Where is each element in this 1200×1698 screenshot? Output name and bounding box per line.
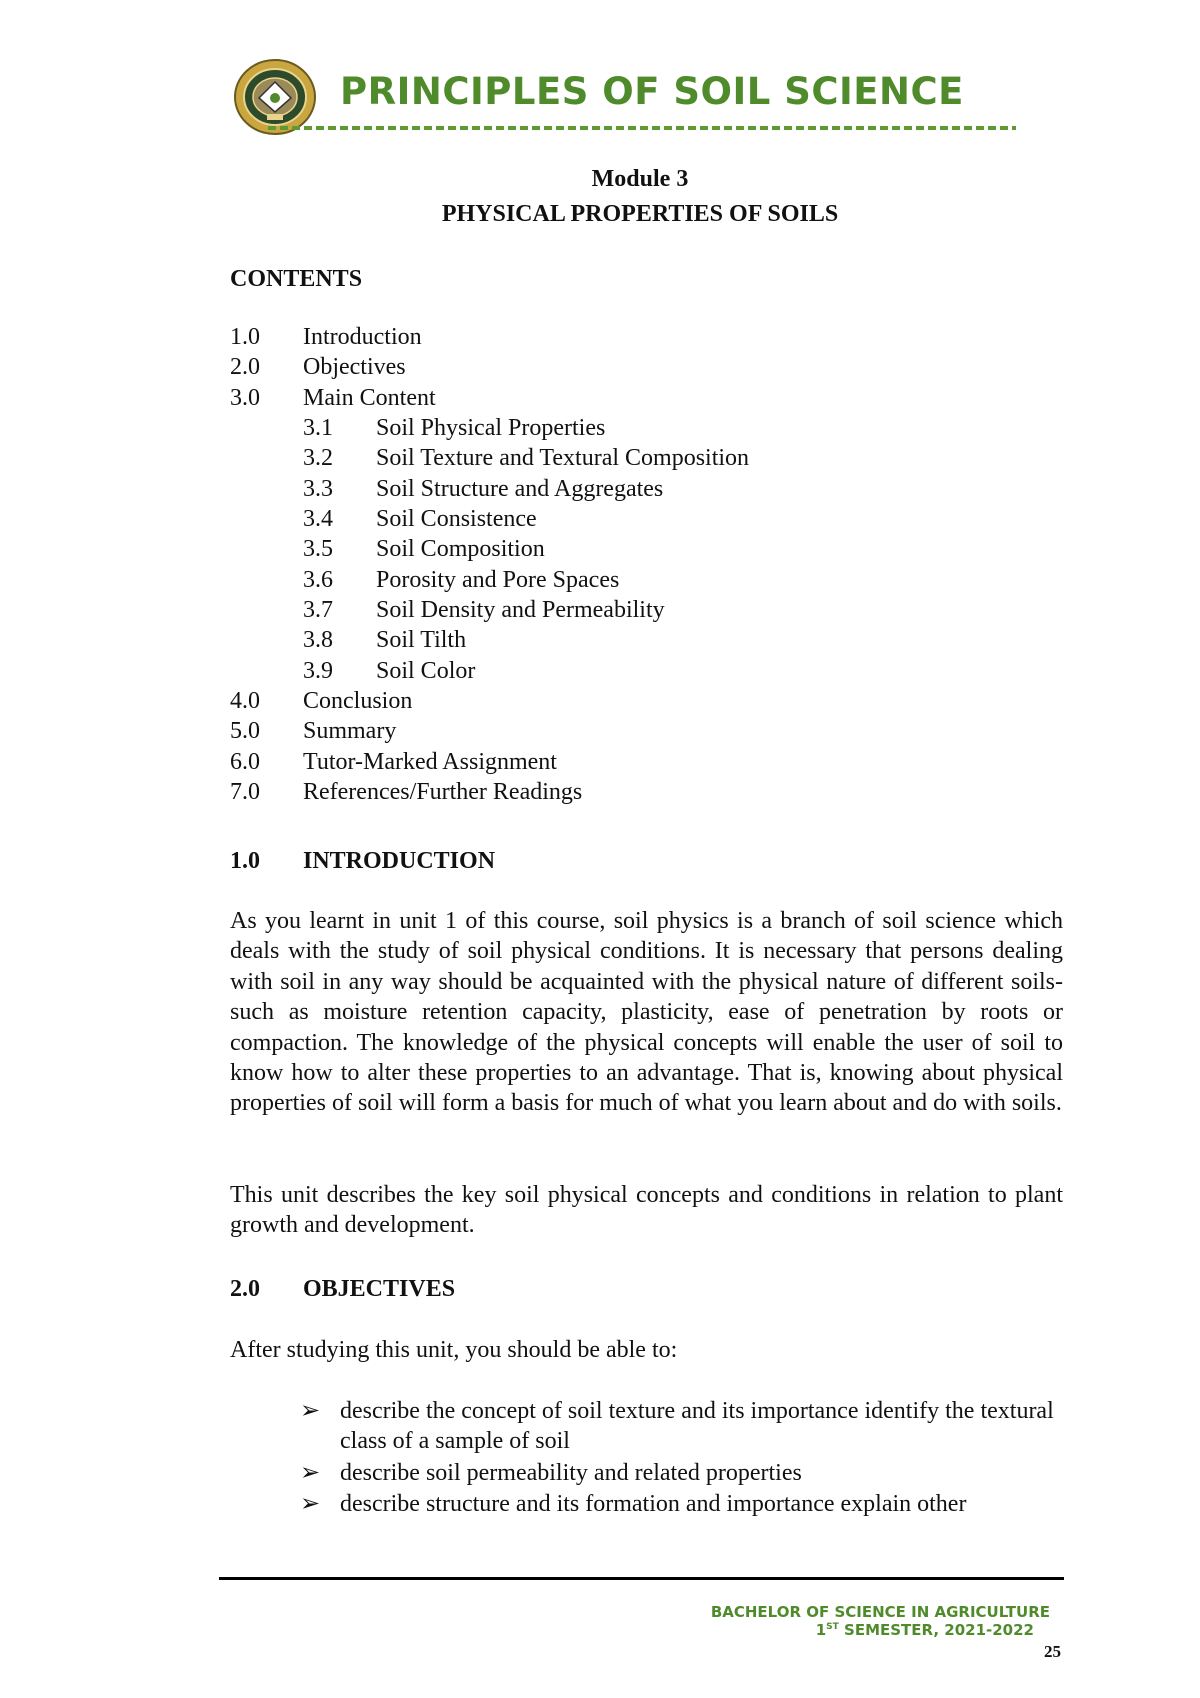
toc-item-3-7: 3.7 Soil Density and Permeability — [303, 597, 665, 624]
introduction-paragraph-2: This unit describes the key soil physical concepts and conditions in relation to plant growth and development. — [230, 1182, 1063, 1239]
module-number: Module 3 — [591, 166, 689, 192]
objective-item: ➢ describe the concept of soil texture and its importance identify the textural class of a sample of soil — [300, 1398, 1054, 1455]
toc-item-2-0: 2.0 Objectives — [230, 354, 406, 381]
toc-item-3-3: 3.3 Soil Structure and Aggregates — [303, 475, 664, 502]
introduction-paragraph-1: As you learnt in unit 1 of this course, soil physics is a branch of soil science which deals with the study of soil physical conditions. It is necessary that persons dealing with soil in any way should be acquainted with the physical nature of different soils-such as moisture retention capacity, plasticity, ease of penetration by roots or compaction. The knowledge of the physical concepts will enable the user of soil to know how to alter these properties to an advantage. That is, knowing about physical properties of soil will form a basis for much of what you learn about and do with soils. — [230, 908, 1063, 1117]
toc-item-7-0: 7.0 References/Further Readings — [230, 779, 583, 806]
toc-item-3-5: 3.5 Soil Composition — [303, 536, 545, 563]
toc-item-6-0: 6.0 Tutor-Marked Assignment — [230, 748, 557, 775]
header-dashed-divider — [268, 126, 1016, 130]
contents-heading: CONTENTS — [230, 266, 363, 292]
objectives-heading: 2.0 OBJECTIVES — [230, 1276, 456, 1302]
arrow-bullet-icon: ➢ — [300, 1491, 321, 1518]
table-of-contents — [230, 322, 1130, 808]
toc-item-3-9: 3.9 Soil Color — [303, 657, 476, 684]
toc-item-3-2: 3.2 Soil Texture and Textural Composition — [303, 445, 750, 472]
objective-item: ➢ describe structure and its formation and importance explain other — [300, 1489, 1070, 1519]
toc-item-3-8: 3.8 Soil Tilth — [303, 627, 467, 654]
objective-item: ➢ describe soil permeability and related properties — [300, 1458, 1070, 1488]
arrow-bullet-icon: ➢ — [300, 1459, 321, 1486]
toc-item-3-0: 3.0 Main Content — [230, 384, 436, 411]
toc-item-3-4: 3.4 Soil Consistence — [303, 506, 537, 533]
footer-divider — [219, 1577, 1064, 1580]
introduction-heading: 1.0 INTRODUCTION — [230, 848, 496, 874]
footer-program: BACHELOR OF SCIENCE IN AGRICULTURE — [710, 1603, 1050, 1621]
toc-item-3-1: 3.1 Soil Physical Properties — [303, 415, 606, 442]
toc-item-1-0: 1.0 Introduction — [230, 324, 422, 350]
toc-item-5-0: 5.0 Summary — [230, 718, 397, 745]
module-title: PHYSICAL PROPERTIES OF SOILS — [441, 201, 839, 227]
objectives-list — [300, 1396, 1070, 1521]
footer-semester: 1ST SEMESTER, 2021-2022 — [815, 1621, 1034, 1639]
objectives-lead: After studying this unit, you should be able to: — [230, 1337, 678, 1363]
toc-item-3-6: 3.6 Porosity and Pore Spaces — [303, 566, 620, 593]
page-number: 25 — [1044, 1642, 1061, 1661]
document-title: PRINCIPLES OF SOIL SCIENCE — [340, 70, 964, 113]
toc-item-4-0: 4.0 Conclusion — [230, 688, 413, 715]
arrow-bullet-icon: ➢ — [300, 1398, 321, 1424]
university-seal-icon — [233, 58, 317, 136]
